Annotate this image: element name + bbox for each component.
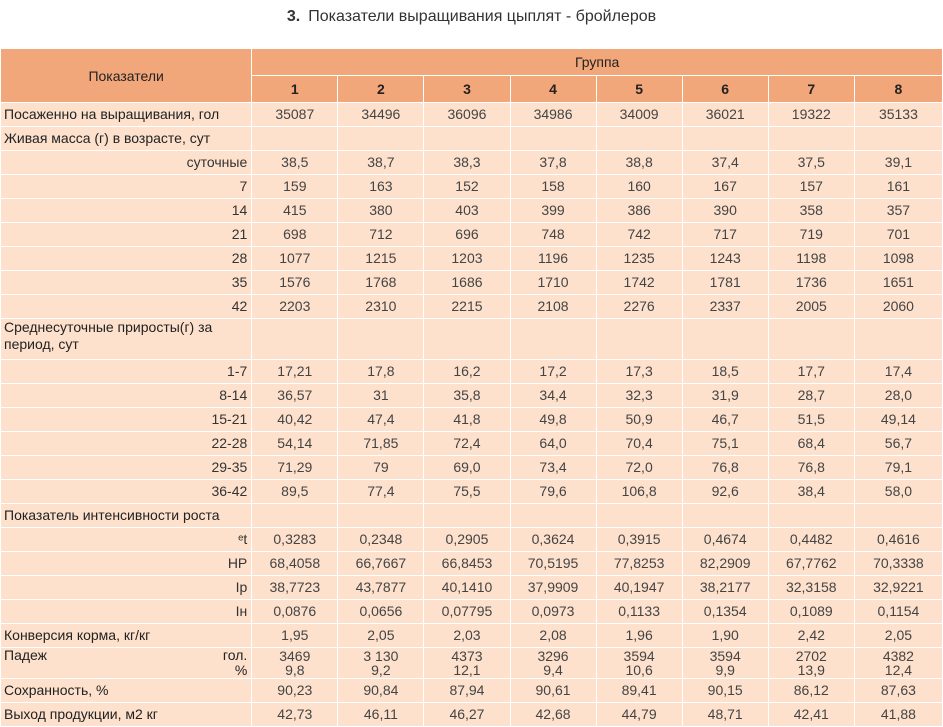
table-cell: 1,96 [596, 624, 682, 648]
dead-pct: 9,2 [371, 662, 391, 678]
table-cell: 38,7 [338, 151, 424, 175]
table-cell: 35,8 [424, 384, 510, 408]
row-label: 35 [1, 271, 252, 295]
group-number: 8 [854, 76, 942, 103]
table-cell: 358 [768, 199, 854, 223]
table-cell: 2276 [596, 295, 682, 319]
row-label: 42 [1, 295, 252, 319]
section-title: Живая масса (г) в возрасте, сут [1, 127, 252, 151]
table-cell: 696 [424, 223, 510, 247]
table-cell: 158 [510, 175, 596, 199]
table-cell: 75,5 [424, 480, 510, 504]
table-cell: 70,3338 [854, 552, 942, 576]
table-row [1, 480, 943, 504]
table-cell: 90,15 [682, 679, 768, 703]
table-cell: 2215 [424, 295, 510, 319]
table-cell: 48,71 [682, 703, 768, 727]
table-cell: 1710 [510, 271, 596, 295]
row-label: Ip [1, 576, 252, 600]
table-cell: 40,42 [252, 408, 338, 432]
table-cell: 1,95 [252, 624, 338, 648]
unit-head: гол. [222, 647, 248, 663]
table-cell: 82,2909 [682, 552, 768, 576]
dead-heads: 3469 [279, 648, 311, 664]
empty-cell [424, 319, 510, 360]
table-cell: 106,8 [596, 480, 682, 504]
table-cell: 89,5 [252, 480, 338, 504]
dead-heads: 4373 [451, 648, 483, 664]
table-cell: 92,6 [682, 480, 768, 504]
table-cell: 37,4 [682, 151, 768, 175]
table-cell: 44,79 [596, 703, 682, 727]
table-cell: 0,0973 [510, 600, 596, 624]
table-cell: 0,2348 [338, 528, 424, 552]
table-cell: 79 [338, 456, 424, 480]
table-cell: 2203 [252, 295, 338, 319]
dead-pct: 12,1 [453, 662, 481, 678]
table-cell: 0,0876 [252, 600, 338, 624]
table-cell: 68,4 [768, 432, 854, 456]
table-cell: 415 [252, 199, 338, 223]
table-cell: 54,14 [252, 432, 338, 456]
section-title: Показатель интенсивности роста [1, 504, 252, 528]
dead-pct: 10,6 [625, 662, 653, 678]
table-cell: 90,23 [252, 679, 338, 703]
table-cell: 1651 [854, 271, 942, 295]
row-label: суточные [1, 151, 252, 175]
table-cell: 28,7 [768, 384, 854, 408]
table-cell: 41,8 [424, 408, 510, 432]
table-row [1, 271, 943, 295]
table-cell: 79,1 [854, 456, 942, 480]
row-label: Iн [1, 600, 252, 624]
table-cell: 1215 [338, 247, 424, 271]
empty-cell [854, 127, 942, 151]
table-cell: 70,4 [596, 432, 682, 456]
row-label: 28 [1, 247, 252, 271]
empty-cell [510, 319, 596, 360]
table-cell: 77,4 [338, 480, 424, 504]
row-label: Посаженно на выращивания, гол [1, 103, 252, 127]
row-label: 29-35 [1, 456, 252, 480]
dead-label: Падеж [4, 647, 48, 663]
table-cell: 41,88 [854, 703, 942, 727]
table-cell: 2,03 [424, 624, 510, 648]
section-row [1, 504, 943, 528]
table-cell: 17,8 [338, 360, 424, 384]
table-cell: 399 [510, 199, 596, 223]
empty-cell [596, 319, 682, 360]
table-cell: 1198 [768, 247, 854, 271]
table-cell: 40,1947 [596, 576, 682, 600]
empty-cell [338, 504, 424, 528]
empty-cell [510, 127, 596, 151]
dead-pct: 13,9 [797, 662, 825, 678]
table-cell: 86,12 [768, 679, 854, 703]
table-cell: 66,7667 [338, 552, 424, 576]
table-cell: 37,5 [768, 151, 854, 175]
row-label: Сохранность, % [1, 679, 252, 703]
dead-heads: 3 130 [363, 648, 399, 664]
table-cell: 32,9221 [854, 576, 942, 600]
table-row [1, 295, 943, 319]
table-cell: 1,90 [682, 624, 768, 648]
empty-cell [252, 319, 338, 360]
table-number: 3. [286, 8, 301, 25]
table-cell: 2,08 [510, 624, 596, 648]
table-cell: 90,61 [510, 679, 596, 703]
table-cell: 76,8 [682, 456, 768, 480]
table-cell [854, 648, 942, 679]
empty-cell [252, 127, 338, 151]
table-row-dead [1, 648, 943, 679]
table-cell: 0,4616 [854, 528, 942, 552]
empty-cell [682, 504, 768, 528]
table-cell: 32,3 [596, 384, 682, 408]
table-cell: 0,1354 [682, 600, 768, 624]
table-cell: 1235 [596, 247, 682, 271]
table-cell: 42,41 [768, 703, 854, 727]
row-label: 36-42 [1, 480, 252, 504]
table-cell: 46,7 [682, 408, 768, 432]
table-cell: 0,4674 [682, 528, 768, 552]
table-cell: 42,68 [510, 703, 596, 727]
group-number: 6 [682, 76, 768, 103]
table-cell: 701 [854, 223, 942, 247]
empty-cell [252, 504, 338, 528]
table-cell: 73,4 [510, 456, 596, 480]
table-cell: 58,0 [854, 480, 942, 504]
row-label: 1-7 [1, 360, 252, 384]
empty-cell [424, 504, 510, 528]
row-label: HP [1, 552, 252, 576]
table-cell: 31 [338, 384, 424, 408]
table-row [1, 175, 943, 199]
group-number: 7 [768, 76, 854, 103]
table-cell: 36,57 [252, 384, 338, 408]
table-cell: 0,1133 [596, 600, 682, 624]
table-cell: 38,8 [596, 151, 682, 175]
empty-cell [768, 127, 854, 151]
table-caption [0, 8, 943, 26]
table-cell: 152 [424, 175, 510, 199]
row-label: Выход продукции, м2 кг [1, 703, 252, 727]
table-row [1, 223, 943, 247]
dead-label-wrap [4, 648, 251, 678]
section-row [1, 319, 943, 360]
table-cell: 386 [596, 199, 682, 223]
group-number: 5 [596, 76, 682, 103]
table-cell: 0,3915 [596, 528, 682, 552]
table-cell: 2,42 [768, 624, 854, 648]
table-cell: 87,94 [424, 679, 510, 703]
table-cell: 17,7 [768, 360, 854, 384]
table-cell: 38,7723 [252, 576, 338, 600]
table-row [1, 624, 943, 648]
unit-pct: % [234, 662, 248, 678]
table-cell: 163 [338, 175, 424, 199]
table-cell: 38,3 [424, 151, 510, 175]
table-cell: 2005 [768, 295, 854, 319]
table-cell: 403 [424, 199, 510, 223]
table-cell: 0,3624 [510, 528, 596, 552]
table-row [1, 408, 943, 432]
empty-cell [768, 319, 854, 360]
table-cell: 0,3283 [252, 528, 338, 552]
table-cell: 49,8 [510, 408, 596, 432]
group-number: 2 [338, 76, 424, 103]
table-cell: 35087 [252, 103, 338, 127]
dead-units [223, 648, 247, 678]
row-label: 22-28 [1, 432, 252, 456]
table-cell: 37,9909 [510, 576, 596, 600]
table-cell [510, 648, 596, 679]
table-cell [596, 648, 682, 679]
table-cell: 50,9 [596, 408, 682, 432]
table-row [1, 247, 943, 271]
empty-cell [338, 127, 424, 151]
table-cell: 2310 [338, 295, 424, 319]
table-cell: 90,84 [338, 679, 424, 703]
dead-pct: 12,4 [884, 662, 913, 678]
dead-pct: 9,4 [543, 662, 563, 678]
table-cell: 79,6 [510, 480, 596, 504]
table-cell: 748 [510, 223, 596, 247]
table-cell: 0,1154 [854, 600, 942, 624]
table-cell: 159 [252, 175, 338, 199]
table-cell: 34986 [510, 103, 596, 127]
table-cell: 1077 [252, 247, 338, 271]
table-cell: 34,4 [510, 384, 596, 408]
table-cell: 1742 [596, 271, 682, 295]
empty-cell [424, 127, 510, 151]
row-label: 15-21 [1, 408, 252, 432]
row-label: 14 [1, 199, 252, 223]
table-cell [338, 648, 424, 679]
table-cell: 47,4 [338, 408, 424, 432]
empty-cell [768, 504, 854, 528]
table-cell: 35133 [854, 103, 942, 127]
table-row [1, 360, 943, 384]
table-cell: 36021 [682, 103, 768, 127]
table-cell: 46,11 [338, 703, 424, 727]
table-cell: 0,2905 [424, 528, 510, 552]
table-cell: 18,5 [682, 360, 768, 384]
table-cell: 38,2177 [682, 576, 768, 600]
table-cell: 357 [854, 199, 942, 223]
table-cell: 46,27 [424, 703, 510, 727]
table-row [1, 600, 943, 624]
dead-heads: 4382 [882, 648, 914, 664]
empty-cell [596, 127, 682, 151]
table-cell: 19322 [768, 103, 854, 127]
table-cell: 32,3158 [768, 576, 854, 600]
table-cell: 39,1 [854, 151, 942, 175]
empty-cell [682, 127, 768, 151]
section-row [1, 127, 943, 151]
table-cell: 390 [682, 199, 768, 223]
row-label: Конверсия корма, кг/кг [1, 624, 252, 648]
table-row [1, 199, 943, 223]
table-cell: 43,7877 [338, 576, 424, 600]
table-cell: 1768 [338, 271, 424, 295]
table-cell: 75,1 [682, 432, 768, 456]
table-cell: 42,73 [252, 703, 338, 727]
table-cell: 67,7762 [768, 552, 854, 576]
dead-heads: 3296 [537, 648, 569, 664]
table-row [1, 432, 943, 456]
table-cell: 17,3 [596, 360, 682, 384]
table-cell [768, 648, 854, 679]
table-cell: 72,0 [596, 456, 682, 480]
table-cell: 17,21 [252, 360, 338, 384]
broiler-indicators-table [0, 48, 943, 727]
table-row [1, 384, 943, 408]
empty-cell [854, 504, 942, 528]
table-cell: 34009 [596, 103, 682, 127]
indicators-header: Показатели [1, 49, 252, 103]
table-cell: 51,5 [768, 408, 854, 432]
dead-heads: 3594 [623, 648, 655, 664]
table-cell: 2108 [510, 295, 596, 319]
table-cell: 70,5195 [510, 552, 596, 576]
table-cell: 719 [768, 223, 854, 247]
group-header: Группа [252, 49, 943, 76]
empty-cell [854, 319, 942, 360]
table-cell: 1098 [854, 247, 942, 271]
dead-pct: 9,9 [715, 662, 735, 678]
table-row [1, 456, 943, 480]
table-cell: 1736 [768, 271, 854, 295]
table-cell: 28,0 [854, 384, 942, 408]
table-cell: 71,85 [338, 432, 424, 456]
empty-cell [338, 319, 424, 360]
dead-heads: 2702 [795, 648, 827, 664]
table-cell: 69,0 [424, 456, 510, 480]
table-cell: 160 [596, 175, 682, 199]
table-cell: 1686 [424, 271, 510, 295]
table-cell: 157 [768, 175, 854, 199]
table-cell: 167 [682, 175, 768, 199]
table-cell: 34496 [338, 103, 424, 127]
table-cell: 712 [338, 223, 424, 247]
table-cell: 2,05 [338, 624, 424, 648]
table-cell: 2337 [682, 295, 768, 319]
group-number: 4 [510, 76, 596, 103]
table-cell: 0,0656 [338, 600, 424, 624]
table-cell: 1243 [682, 247, 768, 271]
table-cell [682, 648, 768, 679]
table-cell: 1781 [682, 271, 768, 295]
table-cell: 717 [682, 223, 768, 247]
empty-cell [682, 319, 768, 360]
table-cell: 742 [596, 223, 682, 247]
table-cell: 38,5 [252, 151, 338, 175]
group-number: 3 [424, 76, 510, 103]
table-row [1, 576, 943, 600]
table-cell: 49,14 [854, 408, 942, 432]
row-label: ᵉt [1, 528, 252, 552]
table-row [1, 679, 943, 703]
table-cell: 31,9 [682, 384, 768, 408]
table-cell: 1576 [252, 271, 338, 295]
table-cell [252, 648, 338, 679]
row-label: 21 [1, 223, 252, 247]
table-cell: 64,0 [510, 432, 596, 456]
table-cell: 87,63 [854, 679, 942, 703]
table-cell: 66,8453 [424, 552, 510, 576]
table-cell: 72,4 [424, 432, 510, 456]
table-cell: 36096 [424, 103, 510, 127]
dead-pct: 9,8 [285, 662, 305, 678]
row-label: 8-14 [1, 384, 252, 408]
table-cell: 77,8253 [596, 552, 682, 576]
table-cell: 0,1089 [768, 600, 854, 624]
group-number: 1 [252, 76, 338, 103]
table-cell: 698 [252, 223, 338, 247]
table-row [1, 552, 943, 576]
table-title: Показатели выращивания цыплят - бройлеров [308, 8, 657, 25]
empty-cell [596, 504, 682, 528]
table-cell: 0,07795 [424, 600, 510, 624]
table-cell: 56,7 [854, 432, 942, 456]
table-cell: 380 [338, 199, 424, 223]
table-cell: 2,05 [854, 624, 942, 648]
table-row [1, 103, 943, 127]
table-cell [424, 648, 510, 679]
table-cell: 17,2 [510, 360, 596, 384]
table-cell: 40,1410 [424, 576, 510, 600]
empty-cell [510, 504, 596, 528]
table-cell: 37,8 [510, 151, 596, 175]
table-cell: 38,4 [768, 480, 854, 504]
dead-heads: 3594 [709, 648, 741, 664]
table-cell: 68,4058 [252, 552, 338, 576]
table-cell: 2060 [854, 295, 942, 319]
table-cell: 161 [854, 175, 942, 199]
table-cell: 76,8 [768, 456, 854, 480]
table-cell: 89,41 [596, 679, 682, 703]
table-cell: 0,4482 [768, 528, 854, 552]
table-cell: 1196 [510, 247, 596, 271]
table-cell: 71,29 [252, 456, 338, 480]
table-cell: 17,4 [854, 360, 942, 384]
row-label-dead [1, 648, 252, 679]
table-cell: 1203 [424, 247, 510, 271]
row-label: 7 [1, 175, 252, 199]
section-title: Среднесуточные приросты(г) за период, сут [1, 319, 252, 360]
table-row [1, 151, 943, 175]
table-row [1, 528, 943, 552]
table-cell: 16,2 [424, 360, 510, 384]
